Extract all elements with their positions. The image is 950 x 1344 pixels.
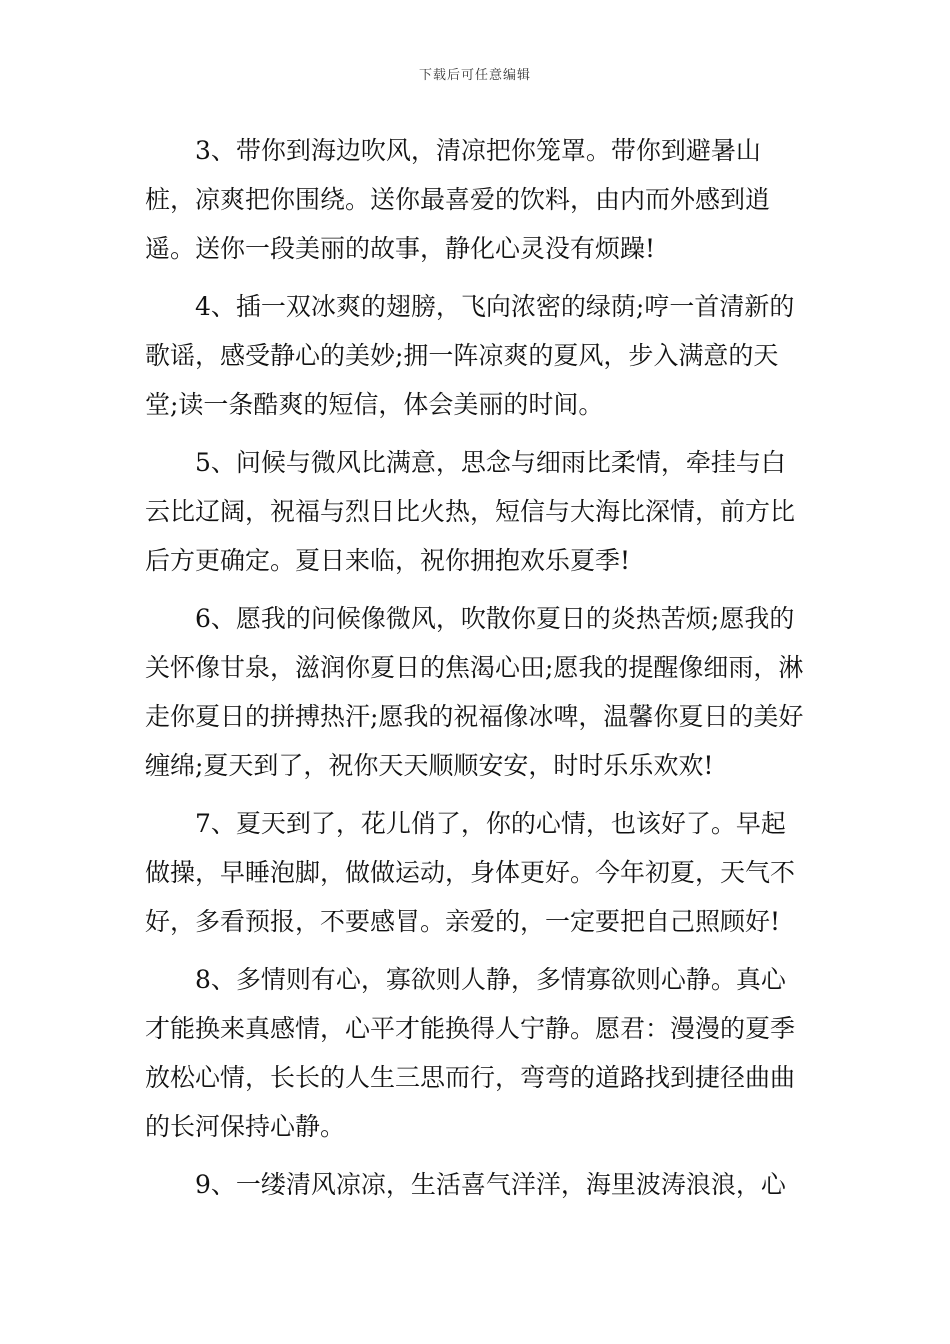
paragraph-7: 7、夏天到了，花儿俏了，你的心情，也该好了。早起做操，早睡泡脚，做做运动，身体更好。今年初夏，天气不好，多看预报，不要感冒。亲爱的，一定要把自己照顾好! [145,809,796,936]
paragraph-4: 4、插一双冰爽的翅膀，飞向浓密的绿荫;哼一首清新的歌谣，感受静心的美妙;拥一阵凉爽的夏风，步入满意的天堂;读一条酷爽的短信，体会美丽的时间。 [145,292,795,419]
paragraph-3: 3、带你到海边吹风，清凉把你笼罩。带你到避暑山桩，凉爽把你围绕。送你最喜爱的饮料，由内而外感到逍遥。送你一段美丽的故事，静化心灵没有烦躁! [145,136,771,263]
paragraph-6: 6、愿我的问候像微风，吹散你夏日的炎热苦烦;愿我的关怀像甘泉，滋润你夏日的焦渴心田;愿我的提醒像细雨，淋走你夏日的拼搏热汗;愿我的祝福像冰啤，温馨你夏日的美好缠绵;夏天到了，祝你天天顺顺安安，时时乐乐欢欢! [145,604,804,780]
paragraph-9: 9、一缕清风凉凉，生活喜气洋洋，海里波涛浪浪，心 [195,1170,786,1199]
page-header-note: 下载后可任意编辑 [418,68,531,83]
document-body [145,126,810,1218]
paragraph-8: 8、多情则有心，寡欲则人静，多情寡欲则心静。真心才能换来真感情，心平才能换得人宁静。愿君：漫漫的夏季放松心情，长长的人生三思而行，弯弯的道路找到捷径曲曲的长河保持心静。 [145,965,796,1141]
paragraph-5: 5、问候与微风比满意，思念与细雨比柔情，牵挂与白云比辽阔，祝福与烈日比火热，短信与大海比深情，前方比后方更确定。夏日来临，祝你拥抱欢乐夏季! [145,448,796,575]
